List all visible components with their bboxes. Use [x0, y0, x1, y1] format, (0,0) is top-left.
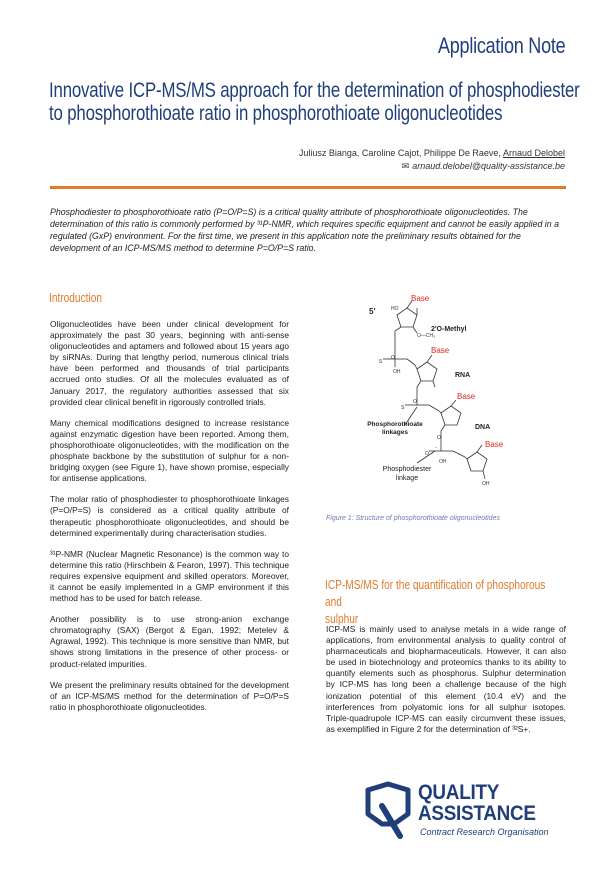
oligonucleotide-structure-figure [355, 293, 555, 493]
title-line-1: Innovative ICP-MS/MS approach for the determination of phosphodiester [49, 79, 580, 102]
logo-tagline: Contract Research Organisation [420, 827, 549, 837]
icp-section-body: ICP-MS is mainly used to analyse metals in a wide range of applications, from environmental analysis to quality control of pharmaceuticals and biopharmaceuticals. However, it can also be used in biotechnology and proteomics thanks to its ability to quantify elements such as phosphorus. Sulphur determination by ICP-MS has long been a challenge because of the high ionization potential of this element (10.4 eV) and the interferences from polyatomic ions for all sulphur isotopes. Triple-quadrupole ICP-MS can easily circumvent these issues, as exemplified in Figure 2 for the determination of ³²S+. [326, 624, 566, 734]
intro-paragraph: Many chemical modifications designed to increase resistance against enzymatic digestion have been reported. Among them, phosphorothioate oligonucleotides, with the modification on the phosphate backbone by the substitution of sulphur for a non-bridging oxygen (see Figure 1), have shown promise, especially for antisense applications. [50, 417, 289, 484]
icp-heading-line-2: sulphur [325, 611, 359, 626]
five-prime-label: 5' [369, 307, 376, 316]
dna-label: DNA [475, 424, 491, 431]
quality-assistance-logo [360, 780, 570, 842]
phosphodiester-label-2: linkage [395, 475, 419, 482]
svg-text:O: O [425, 451, 429, 457]
svg-text:O: O [437, 435, 441, 441]
sugar-ring-3 [441, 406, 461, 425]
base-label: Base [457, 392, 476, 401]
figure-caption: Figure 1: Structure of phosphorothioate oligonucleotides [326, 515, 500, 522]
page-title [49, 79, 593, 125]
svg-text:O—CH₃: O—CH₃ [417, 333, 436, 339]
logo-q-mark-icon [360, 780, 416, 842]
base-label: Base [485, 440, 504, 449]
svg-text:O: O [391, 355, 395, 361]
envelope-icon: ✉ [401, 161, 410, 171]
introduction-heading: Introduction [49, 290, 102, 305]
svg-text:OH: OH [439, 459, 447, 465]
icp-heading-line-1: ICP-MS/MS for the quantification of phosphorous and [325, 577, 546, 609]
author-names: Juliusz Bianga, Caroline Cajot, Philippe De Raeve, [298, 148, 503, 158]
corresponding-author-link[interactable]: Arnaud Delobel [502, 148, 565, 158]
intro-paragraph: ³¹P-NMR (Nuclear Magnetic Resonance) is the common way to determine this ratio (Hirschbein & Fearon, 1997). This technique requires expensive equipment and skilled operators. Moreover, it cannot be easily implemented in a GMP environment if this method has to be used for batch release. [50, 548, 289, 604]
svg-text:-: - [435, 445, 437, 451]
svg-text:S: S [401, 405, 405, 411]
header-divider [50, 186, 566, 189]
abstract: Phosphodiester to phosphorothioate ratio (P=O/P=S) is a critical quality attribute of phosphorothioate oligonucleotides. The determination of this ratio is commonly performed by ³¹P-NMR, which requires specific equipment and cannot be easily applied in a regulated (GxP) environment. For the first time, we present in this application note the preliminary results obtained for the development of an ICP-MS/MS method to determine P=O/P=S ratio. [50, 207, 559, 253]
author-list [299, 148, 565, 158]
sugar-ring-4 [467, 452, 487, 471]
logo-wordmark [418, 782, 536, 824]
base-label: Base [431, 346, 450, 355]
sugar-ring-1 [397, 308, 417, 327]
svg-text:OH: OH [393, 369, 401, 375]
rna-label: RNA [455, 372, 471, 379]
phosphodiester-label: Phosphodiester [382, 466, 432, 473]
contact-email [402, 161, 565, 172]
svg-text:HO: HO [391, 306, 399, 312]
icp-section-heading [325, 576, 559, 627]
svg-text:O: O [413, 399, 417, 405]
phosphorothioate-label: Phosphorothioate [367, 421, 423, 428]
intro-paragraph: Oligonucleotides have been under clinical development for approximately the past 30 years, beginning with anti-sense oligonucleotides and aptamers and followed about 15 years ago by siRNAs. During that lengthy period, numerous clinical trials have been performed and thousands of trial participants accrued onto studies. Of all the molecules evaluated as of January 2017, the regulatory authorities assessed that six provided clear clinical benefit in rigorously controlled trials. [50, 319, 289, 407]
email-address[interactable]: arnaud.delobel@quality-assistance.be [412, 161, 565, 171]
sugar-ring-2 [417, 362, 437, 381]
methyl-label: 2'O-Methyl [431, 326, 467, 333]
logo-name-line-2: ASSISTANCE [418, 802, 536, 825]
svg-text:S: S [379, 359, 383, 365]
document-type-label: Application Note [437, 33, 565, 58]
logo-name-line-1: QUALITY [418, 781, 500, 804]
intro-paragraph: We present the preliminary results obtained for the development of an ICP-MS/MS method for the determination of P=O/P=S ratio in phosphorothioate oligonucleotides. [50, 679, 289, 712]
intro-paragraph: Another possibility is to use strong-anion exchange chromatography (SAX) (Bergot & Egan, 1992; Metelev & Agrawal, 1992). This technique is more sensitive than NMR, but shows strong limitations in the presence of other process- or product-related impurities. [50, 614, 289, 669]
intro-paragraph: The molar ratio of phosphodiester to phosphorothioate linkages (P=O/P=S) is considered as a critical quality attribute of therapeutic phosphorothioate oligonucleotides, and should be determined experimentally during characterisation studies. [50, 494, 289, 538]
introduction-body [50, 319, 289, 723]
base-label: Base [411, 294, 430, 303]
svg-text:OH: OH [482, 481, 490, 487]
phosphorothioate-label-2: linkages [381, 429, 409, 436]
title-line-2: to phosphorothioate ratio in phosphorothioate oligonucleotides [49, 102, 503, 125]
